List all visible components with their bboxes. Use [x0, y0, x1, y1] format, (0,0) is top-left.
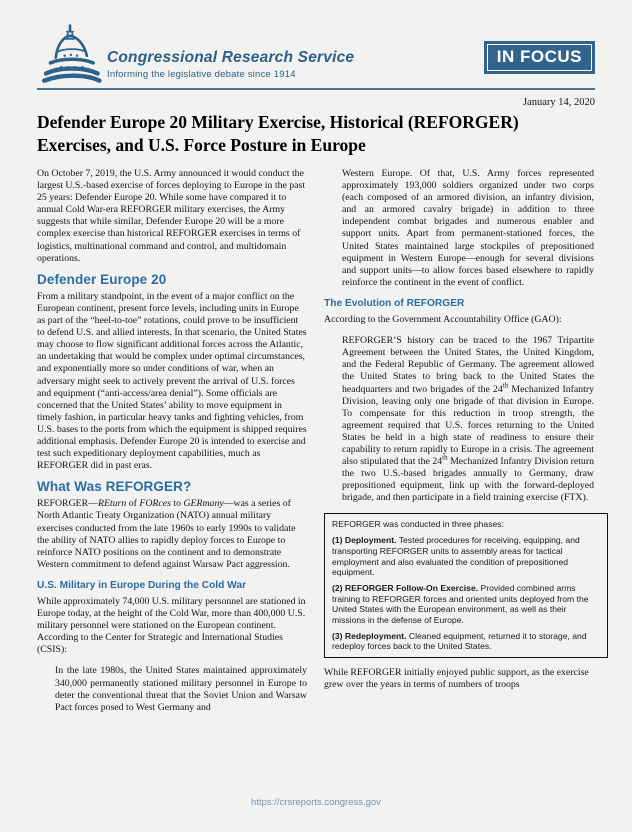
phase-label: (1) Deployment.	[332, 535, 397, 546]
in-focus-badge-label: IN FOCUS	[487, 44, 592, 71]
phase-text: Cleaned equipment, returned it to storage, and redeploy forces back to the United States.	[332, 630, 587, 652]
brand-name: Congressional Research Service	[107, 49, 355, 66]
gao-intro-paragraph: According to the Government Accountability Office (GAO):	[324, 314, 562, 326]
footer-url-link[interactable]: https://crsreports.congress.gov	[251, 797, 381, 808]
phase-item-follow-on-exercise	[332, 583, 600, 626]
brand-block	[107, 49, 354, 86]
report-title: Defender Europe 20 Military Exercise, Historical (REFORGER) Exercises, and U.S. Force Posture in Europe	[37, 112, 519, 155]
csis-quote-continued: Western Europe. Of that, U.S. Army forces represented approximately 193,000 soldiers organized under two corps (each composed of an armored division, an infantry division, and an armored cavalry brigade) in addition to three independent combat brigades and numerous enabler and support units. Apart from permanent-stationed forces, the United States maintained large stockpiles of prepositioned equipment in Western Europe—enough for several divisions and support units—to allow forces based elsewhere to rapidly reinforce the continent in the event of conflict.	[342, 168, 594, 288]
capitol-dome-icon	[37, 22, 103, 86]
phase-label: (2) REFORGER Follow-On Exercise.	[332, 582, 479, 593]
closing-paragraph: While REFORGER initially enjoyed public support, as the exercise grew over the years in terms of numbers of troops	[324, 667, 589, 691]
subheading-evolution-of-reforger: The Evolution of REFORGER	[324, 297, 465, 309]
brand-tagline: Informing the legislative debate since 1914	[107, 69, 296, 80]
phase-text: Tested procedures for receiving, equipping, and transporting REFORGER units to assembly areas for tactical employment and also evaluated the condition of prepositioned equipment.	[332, 535, 580, 578]
left-column	[37, 168, 307, 723]
phase-item-redeployment	[332, 631, 600, 652]
footer	[0, 792, 632, 810]
phase-text: Provided combined arms training to REFORGER forces and oriented units deployed from the United States with the European environment, as well as their missions in the defense of Europe.	[332, 582, 589, 626]
header	[37, 22, 595, 86]
report-date: January 14, 2020	[522, 97, 595, 108]
gao-quote: REFORGER’S history can be traced to the 1967 Tripartite Agreement between the United States, the United Kingdom, and the Federal Republic of Germany. The agreement allowed the United States to bring back to the United States the headquarters and two brigades of the 24th Mechanized Infantry Division, leaving only one brigade of that division in Europe. To compensate for this reduction in troop strength, the agreement required that U.S. forces returning to the United States be held in a high state of readiness to ensure their capability to return rapidly to Europe in a crisis. The agreement also stipulated that the 24th Mechanized Infantry Division return the two U.S.-based brigades annually to Germany, draw prepositioned equipment, link up with the forward-deployed brigade, and then participate in a field training exercise (FTX).	[342, 335, 594, 504]
defender-paragraph: From a military standpoint, in the event of a major conflict on the European continent, present force levels, including units in Europe as part of the “heel-to-toe” rotations, could prove to be insufficient to defend U.S. and allied interests. In that scenario, the United States may choose to flow significant additional forces across the Atlantic, an undertaking that would be complex under optimal circumstances, and exponentially more so under conditions of war, when an adversary might seek to actively prevent the arrival of U.S. forces and equipment (“anti-access/area denial”). Some officials are concerned that the United States’ ability to move equipment in timely fashion, in particular heavy tanks and fighting vehicles, from U.S. bases to the ports from which the equipment is shipped requires additional emphasis. Defender Europe 20 is intended to exercise and test such expeditionary deployment capabilities, much as REFORGER did in past eras.	[37, 290, 307, 472]
phase-item-deployment	[332, 535, 600, 578]
subheading-us-military-cold-war: U.S. Military in Europe During the Cold War	[37, 579, 247, 591]
us-military-paragraph: While approximately 74,000 U.S. military personnel are stationed in Europe today, at the height of the Cold War, more than 400,000 U.S. military personnel were stationed on the European continent. According to the Center for Strategic and International Studies (CSIS):	[37, 596, 306, 656]
intro-paragraph: On October 7, 2019, the U.S. Army announced it would conduct the largest U.S.-based exercise of forces deploying to Europe in the past 25 years: Defender Europe 20. While some have compared it to annual Cold War-era REFORGER military exercises, the Army suggests that while similar, Defender Europe 20 will be a more complex exercise than historical REFORGER exercises in terms of logistics, multinational command and control, and multidomain operations.	[37, 168, 306, 264]
reforger-phases-box	[324, 513, 608, 658]
body-columns	[37, 168, 595, 723]
phase-label: (3) Redeployment.	[332, 630, 407, 641]
csis-quote: In the late 1980s, the United States maintained approximately 340,000 permanently stationed military personnel in Europe to deter the conventional threat that the Soviet Union and Warsaw Pact forces posed to West Germany and	[55, 665, 307, 713]
header-rule	[37, 88, 595, 90]
phases-box-intro: REFORGER was conducted in three phases:	[332, 519, 504, 530]
section-heading-defender-europe-20: Defender Europe 20	[37, 271, 167, 287]
what-was-reforger-paragraph: REFORGER—REturn of FORces to GERmany—was a series of North Atlantic Treaty Organization (NATO) annual military exercises conducted from the late 1960s to early 1990s to validate the ability of NATO allies to rapidly deploy forces to Europe to reinforce NATO positions on the continent and to demonstrate Western commitment to defend against Warsaw Pact aggression.	[37, 498, 296, 570]
section-heading-what-was-reforger: What Was REFORGER?	[37, 479, 192, 495]
right-column	[324, 168, 594, 723]
in-focus-badge	[484, 41, 595, 74]
